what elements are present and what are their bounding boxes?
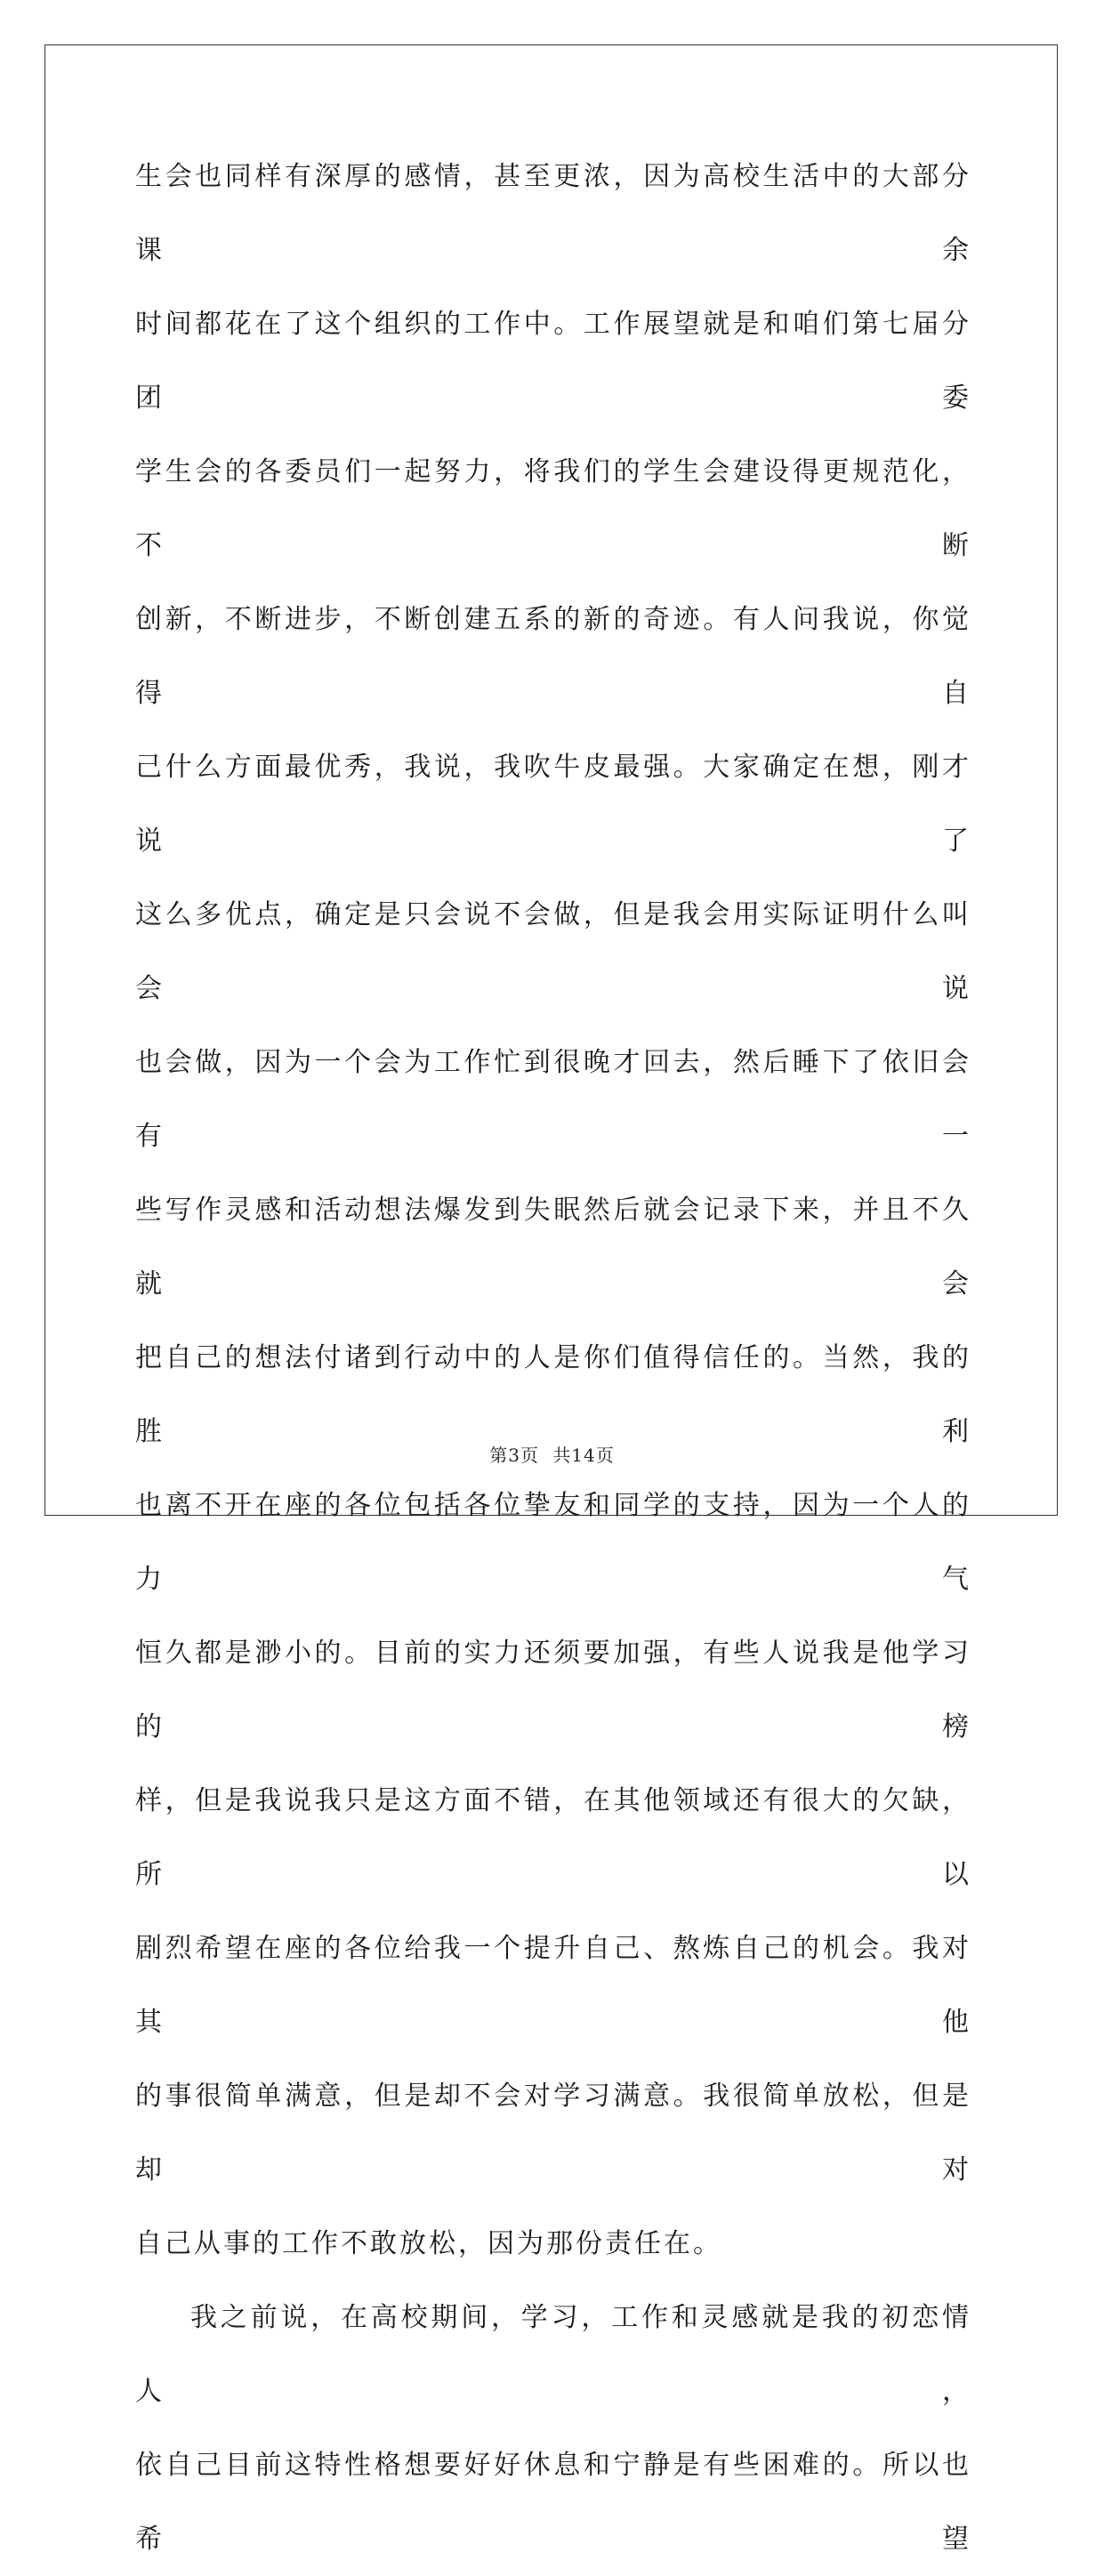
text-line: 这么多优点，确定是只会说不会做，但是我会用实际证明什么叫会说 bbox=[135, 899, 971, 1004]
text-line: 时间都花在了这个组织的工作中。工作展望就是和咱们第七届分团委 bbox=[135, 309, 971, 414]
text-line: 学生会的各委员们一起努力，将我们的学生会建设得更规范化，不断 bbox=[135, 456, 971, 561]
text-line: 创新，不断进步，不断创建五系的新的奇迹。有人问我说，你觉得自 bbox=[135, 604, 971, 709]
text-line: 恒久都是渺小的。目前的实力还须要加强，有些人说我是他学习的榜 bbox=[135, 1638, 971, 1743]
page-total: 共14页 bbox=[552, 1445, 615, 1466]
document-body bbox=[135, 140, 971, 2576]
text-line: 也会做，因为一个会为工作忙到很晚才回去，然后睡下了依旧会有一 bbox=[135, 1047, 971, 1152]
page-number: 第3页 bbox=[489, 1445, 539, 1466]
text-line: 剧烈希望在座的各位给我一个提升自己、熬炼自己的机会。我对其他 bbox=[135, 1933, 971, 2038]
page-footer bbox=[0, 1441, 1104, 1467]
paragraph-end-line: 自己从事的工作不敢放松，因为那份责任在。 bbox=[135, 2228, 722, 2259]
text-line: 生会也同样有深厚的感情，甚至更浓，因为高校生活中的大部分课余 bbox=[135, 161, 971, 266]
text-line: 也离不开在座的各位包括各位挚友和同学的支持，因为一个人的力气 bbox=[135, 1490, 971, 1595]
text-line: 依自己目前这特性格想要好好休息和宁静是有些困难的。所以也希望 bbox=[135, 2450, 971, 2555]
text-line: 的事很简单满意，但是却不会对学习满意。我很简单放松，但是却对 bbox=[135, 2081, 971, 2186]
paragraph-start-line: 我之前说，在高校期间，学习，工作和灵感就是我的初恋情人， bbox=[135, 2302, 971, 2407]
text-line: 些写作灵感和活动想法爆发到失眠然后就会记录下来，并且不久就会 bbox=[135, 1195, 971, 1300]
text-line: 样，但是我说我只是这方面不错，在其他领域还有很大的欠缺，所以 bbox=[135, 1785, 971, 1890]
text-line: 把自己的想法付诸到行动中的人是你们值得信任的。当然，我的胜利 bbox=[135, 1342, 971, 1447]
text-line: 己什么方面最优秀，我说，我吹牛皮最强。大家确定在想，刚才说了 bbox=[135, 752, 971, 857]
